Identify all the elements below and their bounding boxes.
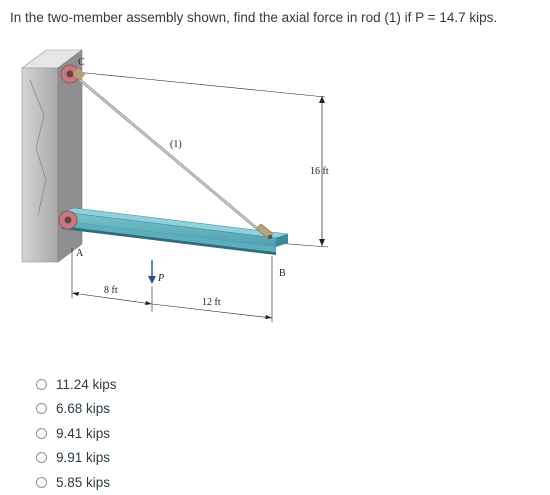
answer-option-label: 11.24 kips	[56, 376, 117, 392]
beam	[62, 208, 288, 255]
dimension-line-top	[76, 72, 325, 97]
answer-option-label: 6.68 kips	[56, 401, 111, 417]
answer-option[interactable]	[36, 397, 336, 422]
radio-button[interactable]	[36, 452, 47, 463]
answer-option-label: 9.91 kips	[56, 450, 111, 466]
answer-option-label: 5.85 kips	[56, 474, 111, 490]
answer-option[interactable]	[36, 470, 336, 495]
question-text: In the two-member assembly shown, find the axial force in rod (1) if P = 14.7 kips.	[10, 10, 498, 25]
point-c-label: C	[78, 57, 85, 68]
answer-option-label: 9.41 kips	[56, 425, 111, 441]
point-a-label: A	[76, 248, 84, 259]
radio-button[interactable]	[36, 477, 47, 488]
height-dimension	[276, 96, 329, 247]
bracket-a	[59, 211, 77, 229]
radio-button[interactable]	[36, 403, 47, 414]
point-b-label: B	[279, 268, 286, 279]
dist-2-label: 12 ft	[202, 297, 221, 308]
radio-button[interactable]	[36, 428, 47, 439]
answer-option[interactable]	[36, 372, 336, 397]
horizontal-dimensions	[72, 285, 272, 319]
answer-options	[36, 372, 336, 495]
radio-button[interactable]	[36, 379, 47, 390]
dist-1-label: 8 ft	[104, 285, 118, 296]
height-label: 16 ft	[310, 166, 329, 177]
rod-label: (1)	[170, 139, 182, 150]
answer-option[interactable]	[36, 421, 336, 446]
load-label: P	[158, 273, 165, 284]
assembly-diagram	[0, 40, 360, 340]
answer-option[interactable]	[36, 446, 336, 471]
assembly-figure	[0, 40, 360, 340]
